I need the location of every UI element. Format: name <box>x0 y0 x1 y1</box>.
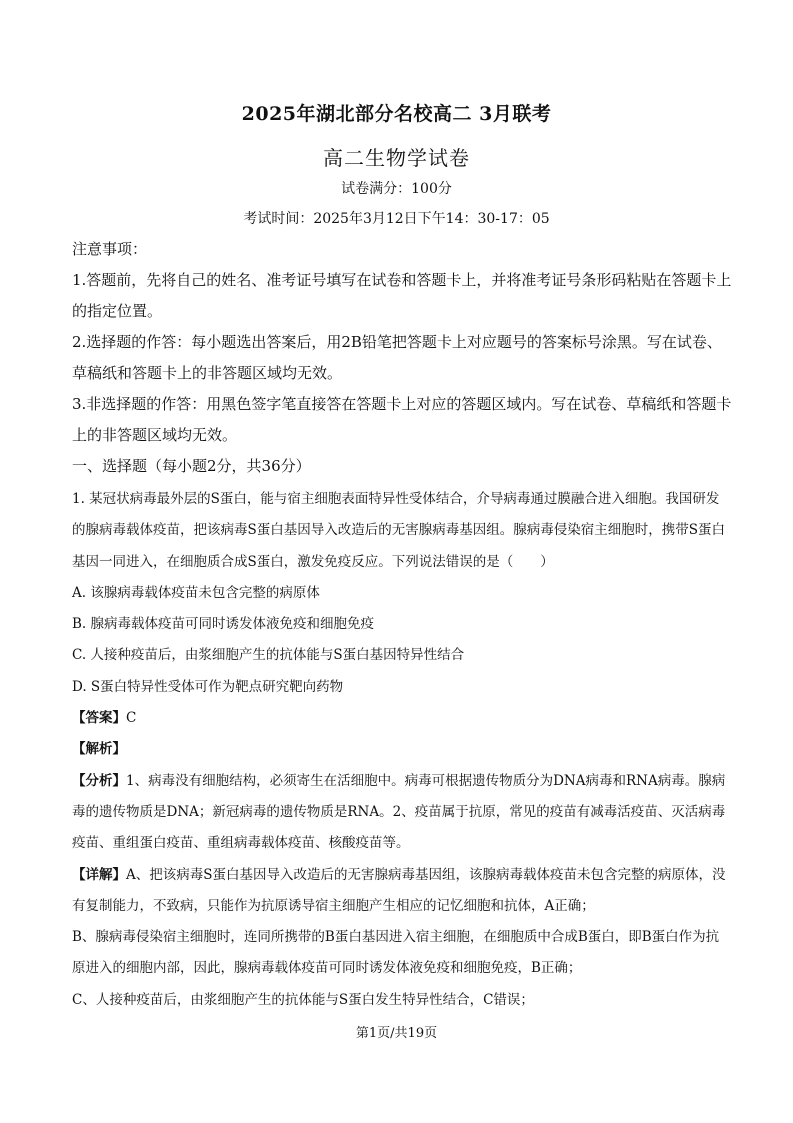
answer-tag: 【答案】 <box>72 710 126 727</box>
question-1 <box>72 484 728 1016</box>
option-c: C. 人接种疫苗后，由浆细胞产生的抗体能与S蛋白基因特异性结合 <box>72 647 465 664</box>
analysis-line <box>72 734 728 765</box>
option-a: A. 该腺病毒载体疫苗未包含完整的病原体 <box>72 584 320 601</box>
notice-item-3: 3.非选择题的作答：用黑色签字笔直接答在答题卡上对应的答题区域内。写在试卷、草稿纸和答题卡上的非答题区域均无效。 <box>72 395 732 444</box>
xiangjie-line-b: B、腺病毒侵染宿主细胞时，连同所携带的B蛋白基因进入宿主细胞，在细胞质中合成B蛋白，即B蛋白作为抗原进入的细胞内部，因此，腺病毒载体疫苗可同时诱发体液免疫和细胞免疫，B正确； <box>72 929 720 977</box>
option-d: D. S蛋白特异性受体可作为靶点研究靶向药物 <box>72 678 344 695</box>
notice-heading: 注意事项： <box>72 240 148 258</box>
xiangjie-line-a: A、把该病毒S蛋白基因导入改造后的无害腺病毒基因组，该腺病毒载体疫苗未包含完整的病原体，没有复制能力，不致病，只能作为抗原诱导宿主细胞产生相应的记忆细胞和抗体，A正确； <box>72 866 726 914</box>
notice-block <box>72 234 732 482</box>
option-b: B. 腺病毒载体疫苗可同时诱发体液免疫和细胞免疫 <box>72 616 375 633</box>
section-heading: 一、选择题（每小题2分，共36分） <box>72 457 311 475</box>
xiangjie-paragraph-a <box>72 860 728 923</box>
exam-subtitle: 高二生物学试卷 <box>323 146 470 170</box>
notice-item-1: 1.答题前，先将自己的姓名、准考证号填写在试卷和答题卡上，并将准考证号条形码粘贴在答题卡上的指定位置。 <box>72 271 732 320</box>
answer-value: C <box>126 710 137 727</box>
xiangjie-line-c: C、人接种疫苗后，由浆细胞产生的抗体能与S蛋白发生特异性结合，C错误； <box>72 991 534 1008</box>
exam-time: 考试时间：2025年3月12日下午14：30-17：05 <box>243 211 550 227</box>
fenxi-paragraph <box>72 766 728 860</box>
xiangjie-tag: 【详解】 <box>72 866 126 883</box>
question-stem: 1. 某冠状病毒最外层的S蛋白，能与宿主细胞表面特异性受体结合，介导病毒通过膜融合进入细胞。我国研发的腺病毒载体疫苗，把该病毒S蛋白基因导入改造后的无害腺病毒基因组。腺病毒侵染宿主细胞时，携带S蛋白基因一同进入，在细胞质合成S蛋白，激发免疫反应。下列说法错误的是（ ） <box>72 491 725 570</box>
exam-title: 2025年湖北部分名校高二 3月联考 <box>241 103 552 125</box>
fenxi-tag: 【分析】 <box>72 772 126 789</box>
page-number: 第1页/共19页 <box>355 1026 438 1041</box>
full-score: 试卷满分：100分 <box>341 181 452 197</box>
notice-item-2: 2.选择题的作答：每小题选出答案后，用2B铅笔把答题卡上对应题号的答案标号涂黑。写在试卷、草稿纸和答题卡上的非答题区域均无效。 <box>72 333 722 382</box>
fenxi-text: 1、病毒没有细胞结构，必须寄生在活细胞中。病毒可根据遗传物质分为DNA病毒和RNA病毒。腺病毒的遗传物质是DNA；新冠病毒的遗传物质是RNA。2、疫苗属于抗原，常见的疫苗有减毒活疫苗、灭活病毒疫苗、重组蛋白疫苗、重组病毒载体疫苗、核酸疫苗等。 <box>72 772 726 852</box>
analysis-tag: 【解析】 <box>72 741 126 758</box>
answer-line <box>72 703 728 734</box>
